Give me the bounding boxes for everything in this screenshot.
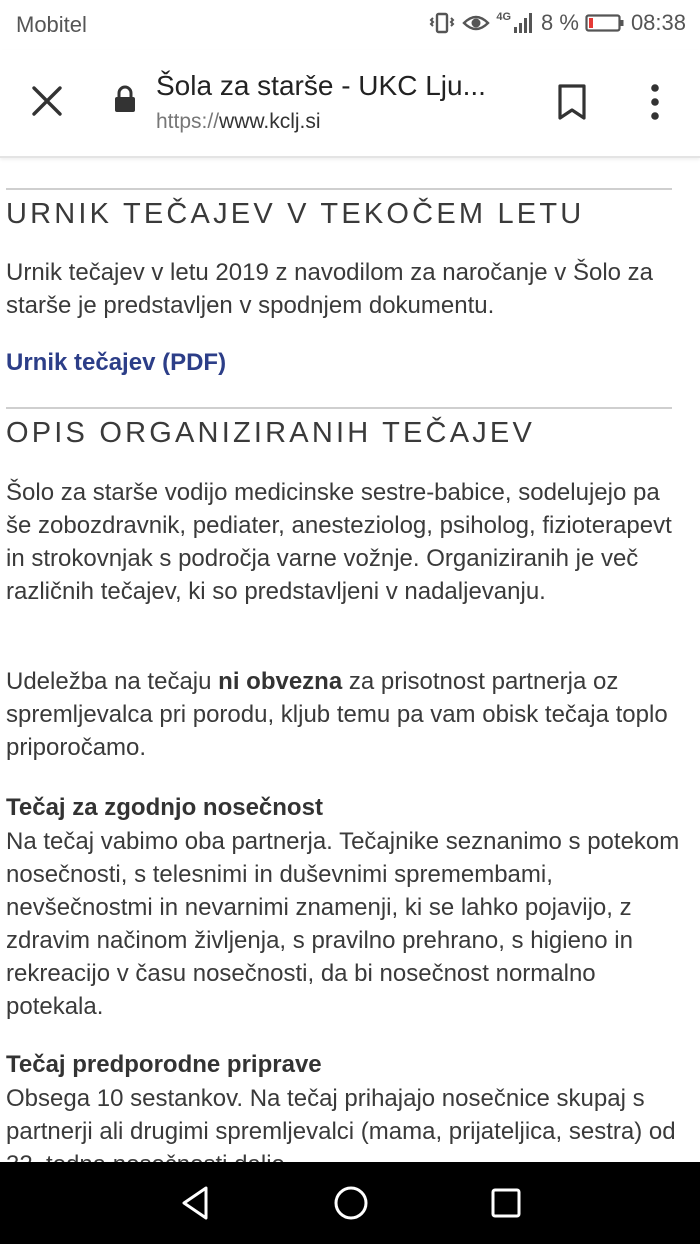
bookmark-icon[interactable] xyxy=(552,80,592,124)
urnik-description: Urnik tečajev v letu 2019 z navodilom za naročanje v Šolo za starše je predstavljen v spodnjem dokumentu. xyxy=(6,259,654,319)
browser-toolbar xyxy=(0,50,700,158)
urnik-pdf-link[interactable]: Urnik tečajev (PDF) xyxy=(6,349,227,376)
url-scheme: https:// xyxy=(156,110,220,133)
section-divider xyxy=(6,188,672,190)
course-title-zgodnja: Tečaj za zgodnjo nosečnost xyxy=(6,794,323,821)
course-text-predporodna: Obsega 10 sestankov. Na tečaj prihajajo nosečnice skupaj s partnerji ali drugimi spremljevalci (mama, prijateljica, sestra) od xyxy=(6,1085,676,1145)
status-icons xyxy=(428,10,686,36)
opis-description: Šolo za starše vodijo medicinske sestre-babice, sodelujejo pa še zobozdravnik, pediater, anesteziolog, psiholog, fizioterapevt in strokovnjak s področja varne vožnje. Organiziranih je več različnih tečajev, ki so predstavljeni v nadaljevanju. xyxy=(6,479,672,605)
network-type: 4G xyxy=(496,11,512,23)
attendance-text-start: Udeležba na tečaju xyxy=(6,668,219,695)
signal-icon xyxy=(513,11,535,35)
page-title[interactable]: Šola za starše - UKC Lju... xyxy=(156,70,486,101)
battery-percent: 8 % xyxy=(541,10,579,35)
attendance-text-end: za prisotnost partnerja oz spremljevalca pri porodu, kljub temu pa vam obisk tečaja toplo priporočamo. xyxy=(6,668,668,761)
lock-icon[interactable] xyxy=(112,84,138,114)
url-host: www.kclj.si xyxy=(219,110,321,133)
status-bar xyxy=(0,0,700,50)
battery-icon xyxy=(585,11,625,35)
section-heading-urnik: URNIK TEČAJEV V TEKOČEM LETU xyxy=(6,198,585,230)
more-vert-icon[interactable] xyxy=(640,80,670,124)
section-divider xyxy=(6,407,672,409)
close-icon[interactable] xyxy=(24,78,70,124)
course-text-zgodnja: Na tečaj vabimo oba partnerja. Tečajnike seznanimo s potekom nosečnosti, s telesnimi in duševnimi spremembami, nevšečnostmi in nevarnimi znamenji, ki se lahko pojavijo, z zdravim načinom življenja, s pravilno prehrano, s higieno in rekreacijo v času nosečnosti, da bi nosečnost normalno potekala. xyxy=(6,828,680,1020)
page-url[interactable] xyxy=(156,110,321,134)
course-title-predporodna: Tečaj predporodne priprave xyxy=(6,1051,322,1078)
eye-icon xyxy=(462,11,490,35)
opis-attendance-note xyxy=(6,665,686,764)
clock: 08:38 xyxy=(630,10,686,35)
attendance-bold: ni obvezna xyxy=(218,668,343,695)
home-circle-icon[interactable] xyxy=(330,1182,372,1224)
recents-square-icon[interactable] xyxy=(488,1184,524,1222)
carrier-name: Mobitel xyxy=(16,12,87,37)
section-heading-opis: OPIS ORGANIZIRANIH TEČAJEV xyxy=(6,417,536,449)
page-content[interactable] xyxy=(0,158,700,1162)
system-navigation-bar xyxy=(0,1162,700,1244)
back-triangle-icon[interactable] xyxy=(176,1182,216,1224)
vibrate-icon xyxy=(428,11,456,35)
